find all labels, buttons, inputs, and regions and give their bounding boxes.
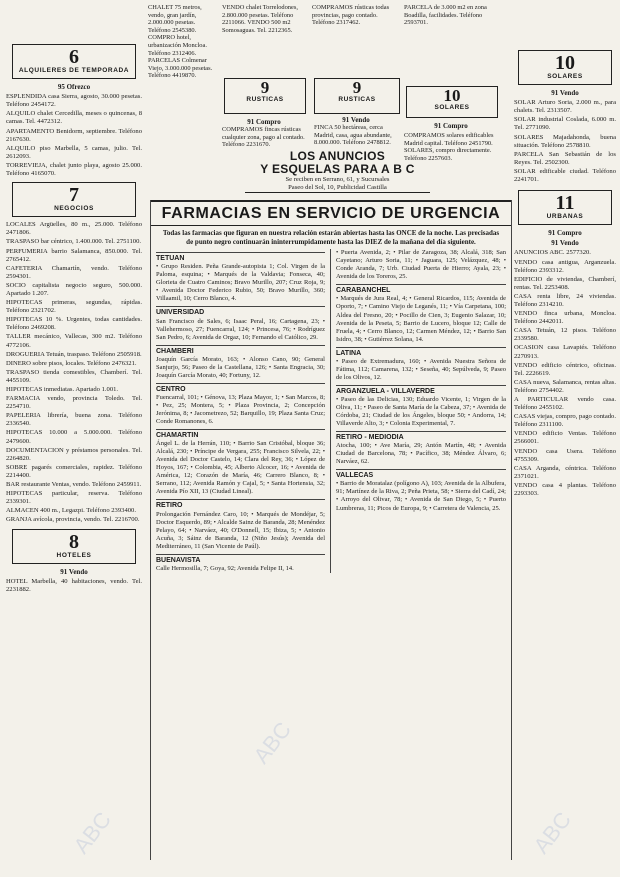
classified-ad: BAR restaurante Ventas, vendo. Teléfono 2459911. (6, 481, 142, 489)
district-heading: CHAMBERI (156, 345, 325, 356)
classified-ad: CAFETERIA Chamartín, vendo. Teléfono 2594301. (6, 264, 142, 280)
pharmacy-list: Fuencarral, 101; • Génova, 13; Plaza Mayor, 1; • San Marcos, 8; • Pez, 25; Montera, 5; • Plaza Provincia, 2; Concepción Jerónima, 8; • Jacometrezo, 52; Barquillo, 19; Plaza Santa Cruz; Conde Romanones, 6. (156, 393, 325, 426)
district-heading: LATINA (336, 347, 506, 358)
classified-list (6, 578, 142, 594)
section-title: SOLARES (434, 104, 470, 111)
classified-ad: HIPOTECAS primeras, segundas, rápidas. Teléfono 2321702. (6, 299, 142, 315)
banner-address: Paseo del Sol, 10, Publicidad Castilla (288, 184, 387, 191)
pharmacy-list: • Barrio de Moratalaz (polígono A), 103; Avenida de la Albufera, 91; Martínez de la Riva, 2; Peña Prieta, 58; • Sierra del Cadí, 24; • Arroyo del Olivar, 78; • Avenida de San Diego, 5; • Puerto Lumbreras, 11; Picos de Europa, 9; • Carretera de Valencia, 25. (336, 480, 506, 512)
district-heading: UNIVERSIDAD (156, 306, 325, 317)
section-title: ALQUILERES DE TEMPORADA (18, 67, 130, 74)
classified-ad: FARMACIA vendo, provincia Toledo. Tel. 2254710. (6, 395, 142, 411)
pharmacy-list: • Grupo Residen. Peña Grande-autopista 1; Col. Virgen de la Paloma, esquina; • Marqués de la Valdavia; Fonseca, 40; Glorieta de Cuatro Caminos; Bravo Murillo, 207; Cruz Roja, 9; • Avenida Doctor Federico Rubio, 50; Bravo Murillo, 360; Villaamil, 10; Cerro Blanco, 4. (156, 263, 325, 303)
section-header-hoteles (12, 529, 136, 564)
pharmacy-list: Calle Hermosilla, 7; Goya, 92; Avenida Felipe II, 14. (156, 564, 294, 572)
section-subheading: 91 Compro (247, 118, 281, 126)
classified-ad: ALQUILO chalet Cercedilla, meses o quincenas, 8 camas. Tel. 4472312. (6, 110, 142, 126)
classified-ad: TRASPASO bar céntrico, 1.400.000. Tel. 2751100. (6, 238, 142, 246)
section-subheading: 91 Vendo (342, 116, 370, 124)
classified-ad: HIPOTECAS 10 %. Urgentes, todas cantidades. Teléfono 2469208. (6, 316, 142, 332)
top-ad-1: CHALET 75 metros, vendo, gran jardín, 2.000.000 pesetas. Teléfono 2545380. COMPRO hotel, urbanización Moncloa. Teléfono 2312406. PARCELAS Colmenar Viejo, 3.000.000 pesetas. Teléfono 4419870. (148, 4, 213, 80)
district-heading: RETIRO (156, 499, 325, 510)
classified-text: COMPRAMOS fincas rústicas cualquier zona, pago al contado. Teléfono 2231670. (222, 126, 305, 148)
pharmacy-list: • Paseo de las Delicias, 130; Eduardo Vicente, 1; Virgen de la Oliva, 11; • Paseo de Santa María de la Cabeza, 37; • Avenida de Córdoba, 21; Ciudad de los Ángeles, bloque 50; • Andorra, 14; Villaverde Alto, 3; • Colonia Experimental, 7. (336, 395, 506, 428)
classified-ad: LOCALES Argüelles, 80 m., 25.000. Teléfono 2471806. (6, 221, 142, 237)
section-title: URBANAS (546, 213, 584, 221)
classified-text: FINCA 50 hectáreas, cerca Madrid, casa, agua abundante, 8.000.000. Teléfono 2478812. (314, 124, 392, 147)
classified-ad: VENDO finca urbana, Moncloa. Teléfono 2442011. (514, 310, 616, 326)
section-header-solares-compro (406, 86, 498, 118)
classified-ad: SOLAR Arturo Soria, 2.000 m., para chalets. Tel. 2313507. (514, 99, 616, 115)
classified-ad: A PARTICULAR vendo casa. Teléfono 2455102. (514, 396, 616, 412)
abc-banner (245, 150, 430, 193)
classified-ad: TRASPASO tienda comestibles, Chamberí. Tel. 4455109. (6, 368, 142, 384)
classified-ad: SOBRE pagarés comerciales, rapidez. Teléfono 2214400. (6, 463, 142, 479)
section-title: SOLARES (547, 73, 583, 80)
section-header-urbanas (518, 190, 612, 225)
district-heading: CARABANCHEL (336, 284, 506, 295)
section-title: RUSTICAS (338, 96, 376, 103)
top-ad-4: PARCELA de 3.000 m2 en zona Boadilla, facilidades. Teléfono 2593701. (404, 4, 487, 27)
section-subheading: 91 Vendo (551, 89, 579, 98)
classified-ad: PARCELA San Sebastián de los Reyes. Tel. 2502300. (514, 150, 616, 166)
classified-ad: PAPELERIA librería, buena zona. Teléfono 2336540. (6, 412, 142, 428)
classified-ad: APARTAMENTO Benidorm, septiembre. Teléfono 2167630. (6, 127, 142, 143)
classified-ad: CASA Tetuán, 12 pisos. Teléfono 2339580. (514, 327, 616, 343)
district-heading: BUENAVISTA (156, 554, 325, 565)
classified-ad: SOLAR industrial Coslada, 6.000 m. Tel. 2771090. (514, 116, 616, 132)
section-number: 9 (260, 78, 270, 97)
section-header-alquileres (12, 44, 136, 79)
district-heading: TETUAN (156, 252, 325, 263)
classified-ad: ALMACEN 400 m., Legazpi. Teléfono 2393400. (6, 507, 136, 515)
classified-text: COMPRAMOS solares edificables Madrid capital. Teléfono 2451790. SOLARES, compro directamente. Teléfono 2257603. (404, 132, 494, 162)
district-heading: VALLECAS (336, 469, 506, 480)
section-subheading: 91 Compro (434, 122, 468, 130)
pharmacy-columns (151, 249, 511, 573)
classified-ad: VENDO casa 4 plantas. Teléfono 2293303. (514, 481, 616, 498)
classified-ad: HIPOTECAS inmediatas. Apartado 1.001. (6, 386, 119, 393)
section-subheading: 95 Ofrezco (57, 83, 91, 92)
classified-ad: HIPOTECAS particular, reserva. Teléfono 2339301. (6, 490, 142, 506)
classified-ad: VENDO casa antigua, Arganzuela. Teléfono 2393312. (514, 258, 616, 274)
classified-ad: EDIFICIO de viviendas, Chamberí, rentas. Tel. 2253408. (514, 275, 616, 291)
classified-list (514, 249, 616, 498)
classified-ad: OCASION casa Lavapiés. Teléfono 2270913. (514, 344, 616, 360)
classified-ad: DINERO sobre pisos, locales. Teléfono 2476321. (6, 359, 137, 367)
pharmacy-block (150, 200, 512, 860)
section-number: 9 (352, 78, 362, 97)
section-title: RUSTICAS (246, 96, 284, 103)
classified-ad: TALLER mecánico, Vallecas, 300 m2. Teléfono 4772106. (6, 333, 142, 349)
section-number: 11 (555, 192, 575, 215)
pharmacy-column-right (331, 249, 511, 573)
section-header-rusticas-vendo (314, 78, 400, 114)
section-header-solares-vendo (518, 50, 612, 85)
classified-ad: CASAS viejas, compro, pago contado. Teléfono 2311100. (514, 413, 616, 429)
classified-ad: ESPLENDIDA casa Sierra, agosto, 30.000 pesetas. Teléfono 2454172. (6, 93, 142, 109)
pharmacy-list: Atocha, 100; • Ave María, 29; Antón Martín, 48; • Avenida Ciudad de Barcelona, 78; • Pacífico, 38; Méndez Álvaro, 6; Narváez, 62. (336, 442, 506, 466)
district-heading: CHAMARTIN (156, 429, 325, 440)
top-ad-3: COMPRAMOS rústicas todas provincias, pago contado. Teléfono 2317462. (312, 4, 390, 27)
abc-watermark: ABC (68, 807, 117, 859)
district-heading: ARGANZUELA - VILLAVERDE (336, 385, 506, 396)
section-number: 8 (69, 530, 79, 553)
banner-heading: LOS ANUNCIOS (289, 149, 386, 163)
classified-list (6, 221, 142, 524)
classified-ad: DROGUERIA Tetuán, traspaso. Teléfono 2505918. (6, 350, 142, 358)
section-subheading: 91 Vendo (551, 239, 579, 248)
classified-ad: SOLARES Majadahonda, buena situación. Teléfono 2578810. (514, 133, 616, 149)
pharmacy-list: Prolongación Fernández Caro, 10; • Marqués de Mondéjar, 5; Doctor Esquerdo, 89; • Alcalde Sainz de Baranda, 28; Menéndez Pelayo, 64; • Narváez, 40; O'Donnell, 15; Ibiza, 5; • Antonio Acuña, 3; Sáinz de Baranda, 12 (Niño Jesús); Avenida del Mediterráneo, 11 (San Vicente de Paúl). (156, 510, 325, 550)
banner-heading: Y ESQUELAS PARA A B C (260, 162, 415, 176)
classified-ad: HIPOTECAS 10.000 a 5.000.000. Teléfono 2479600. (6, 429, 142, 445)
section-number: 10 (555, 52, 575, 74)
classified-ad: SOLAR edificable ciudad. Teléfono 2241701. (514, 167, 616, 184)
right-ads-column (514, 40, 616, 870)
classified-ad: TORREVIEJA, chalet junto playa, agosto 25.000. Teléfono 4165070. (6, 161, 142, 178)
banner-address: Se reciben en Serrano, 61, y Sucursales (285, 176, 390, 183)
pharmacy-list: Joaquín García Morato, 163; • Alonso Cano, 90; General Sanjurjo, 56; Paseo de la Castellana, 126; • Santa Engracia, 30; Joaquín García Morato, 40; Fortuny, 12. (156, 355, 325, 379)
section-header-negocios (12, 182, 136, 217)
pharmacy-list: • Marqués de Jura Real, 4; • General Ricardos, 115; Avenida de Oporto, 7; • Camino Viejo de Leganés, 11; • Vía Carpetana, 100; Aldea del Fresno, 20; • Pocillo de Cien, 3; Eugenio Salazar, 10; Avenida de la Peseta, 5; Barrio de Lucero, bloque 12; Calle de Fruela, 4; • Cerro Blanco, 12; Carmen Méndez, 12; • Barrio San Isidro, 38; • Gutiérrez Solana, 14. (336, 295, 506, 343)
section-number: 7 (69, 184, 79, 207)
classified-ad: CASA renta libre, 24 viviendas. Teléfono 2314210. (514, 292, 616, 308)
classified-ad: CASA nueva, Salamanca, rentas altas. Teléfono 2754402. (514, 378, 616, 394)
classified-list (514, 99, 616, 184)
section-title: NEGOCIOS (54, 205, 94, 213)
classified-ad: ALQUILO piso Marbella, 5 camas, julio. Tel. 2612093. (6, 144, 142, 160)
pharmacy-list: • Puerta Avenida, 2; • Pilar de Zaragoza, 38; Alcalá, 318; San Cayetano; Arturo Soria, 11; • Jaguara, 125; Velázquez, 48; • Conde Aranda, 7; Urb. Ciudad Puerta de Hierro; Ayala, 23; • Avenida de los Toreros, 25. (336, 249, 506, 281)
classified-ad: VENDO casa Usera. Teléfono 4755309. (514, 447, 616, 463)
section-subheading: 91 Vendo (60, 567, 88, 576)
pharmacy-list: Ángel L. de la Herrán, 110; • Barrio San Cristóbal, bloque 36; Alcalá, 230; • Príncipe de Vergara, 255; Francisco Silvela, 22; • Avenida del Doctor Castelo, 14; Clara del Rey, 36; • López de Hoyos, 167; • Colombia, 45; Alberto Alcocer, 16; • Avenida de América, 12; Corazón de María, 46; Carrero Blanco, 8; • Serrano, 112; Avenida Ramón y Cajal, 5; • Santa Hortensia, 32; Avenida Pío XII, 13 (Ciudad Lineal). (156, 440, 325, 496)
abc-watermark: ABC (248, 717, 297, 769)
classified-ad: GRANJA avícola, provincia, vendo. Tel. 2216700. (6, 516, 140, 524)
section-header-rusticas-compro (224, 78, 306, 114)
section-number: 6 (69, 46, 79, 68)
classified-ad: PERFUMERIA barrio Salamanca, 850.000. Tel. 2765412. (6, 247, 142, 263)
section-subheading: 91 Compro (548, 229, 582, 238)
pharmacy-column-left (151, 249, 331, 573)
abc-watermark: ABC (528, 807, 577, 859)
pharmacy-list: San Francisco de Sales, 6; Isaac Peral, 16; Cartagena, 23; • Vallehermoso, 27; Fuencarral, 124; • Princesa, 76; • Rodríguez San Pedro, 6; Avenida de Orgaz, 10; Fernando el Católico, 29. (156, 317, 325, 341)
classified-ad: HOTEL Marbella, 40 habitaciones, vendo. Tel. 2231882. (6, 577, 142, 593)
pharmacy-title: FARMACIAS EN SERVICIO DE URGENCIA (151, 200, 511, 226)
classified-ad: VENDO edificio céntrico, oficinas. Tel. 2226619. (514, 361, 616, 377)
district-heading: RETIRO - MEDIODIA (336, 431, 506, 442)
top-ad-2: VENDO chalet Torrelodones, 2.800.000 pesetas. Teléfono 2211066. VENDO 500 m2 Somosaguas. Tel. 2212365. (222, 4, 298, 34)
district-heading: CENTRO (156, 383, 325, 394)
pharmacy-list: • Paseo de Extremadura, 160; • Avenida Nuestra Señora de Fátima, 112; Camarena, 132; • Seseña, 40; Sepúlveda, 9; Paseo de los Olivos, 12. (336, 357, 506, 381)
classified-ad: SOCIO capitalista negocio seguro, 500.000. Apartado 1.207. (6, 281, 142, 297)
classified-ad: CASA Arganda, céntrica. Teléfono 2371021. (514, 464, 616, 480)
section-title: HOTELES (56, 551, 92, 559)
classified-ad: VENDO edificio Ventas. Teléfono 2566001. (514, 430, 616, 446)
left-ads-column (6, 40, 142, 870)
classified-ad: ANUNCIOS ABC. 2577320. (514, 249, 591, 257)
pharmacy-intro: Todas las farmacias que figuran en nuestra relación estarán abiertas hasta las ONCE de la noche. Las precisadas de punto negro continuarán ininterrumpidamente hasta las DIEZ de la mañana del día siguiente. (162, 229, 500, 246)
classified-ad: DOCUMENTACION y préstamos personales. Tel. 2264820. (6, 446, 142, 462)
section-number: 10 (443, 86, 461, 105)
classified-list (6, 93, 142, 178)
